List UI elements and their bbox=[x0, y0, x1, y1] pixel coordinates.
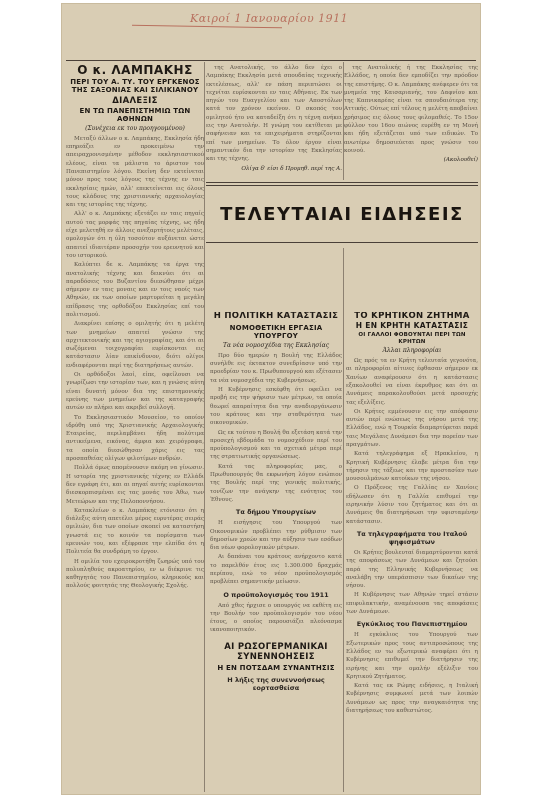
latest-news-banner: ΤΕΛΕΥΤΑΙΑΙ ΕΙΔΗΣΕΙΣ bbox=[220, 204, 464, 225]
paragraph: Η εγκύκλιος του Υπουργού των Εξωτερικών προς τους αντιπροσώπους της Ελλάδος εν τω εξωτερικώ αναφέρει ότι η Κυβέρνησις επιθυμεί την διατήρησιν της ειρήνης και την ομαλήν εξέλιξιν του Κρητικού Ζητήματος. bbox=[346, 632, 478, 680]
paragraph: Η εισήγησις του Υπουργού των Οικονομικών προβλέπει την ρύθμισιν των δημοσίων χρεών και την αύξησιν των εσόδων δια νέων φορολογικών μέτρων. bbox=[210, 520, 342, 552]
article-subnote: (Συνέχεια εκ του προηγουμένου) bbox=[85, 124, 185, 132]
handwritten-date-note: Καιροί 1 Ιανουαρίου 1911 bbox=[190, 12, 349, 25]
article-headline-lecture: ΔΙΑΛΕΞΙΣ bbox=[112, 95, 158, 106]
top-middle-column bbox=[206, 64, 342, 176]
section-rule bbox=[206, 185, 478, 186]
column-text: της Ανατολικής, το άλλο δεν έχει ο Λαμπάκης Εκκλησία μετά σπουδαίας τεχνικής εκτελέσεως, αλλ' εν πάση περιπτώσει οι τεχνίται ευρίσκονται εν ταις Αθήναις. Εκ των πηγών του Ευαγγελίου και των Αποστόλων κατά τον χρόνον εκείνον. Ο σκοπός του ομιλητού ήτο να καταδείξη ότι η τέχνη ανήκει εις την Ανατολήν. Η γνώμη του εκτίθεται με σαφήνειαν και τα επιχειρήματα στηρίζονται επί των μνημείων. Το όλον έργον είναι σημαντικόν δια την ιστορίαν της Εκκλησίας και της τέχνης. bbox=[206, 65, 342, 163]
paragraph: Ως εκ τούτου η Βουλή θα εξετάση κατά την προσεχή εβδομάδα το νομοσχέδιον περί του προϋπολογισμού και τα σχετικά μέτρα περί της στρατιωτικής οργανώσεως. bbox=[210, 429, 342, 461]
paragraph: Από χθες ήρχισε ο υπουργός να εκθέτη εις την Βουλήν τον προϋπολογισμόν του νέου έτους, ο οποίος παρουσιάζει πλεόνασμα ικανοποιητικόν. bbox=[210, 602, 342, 634]
paragraph: Το Εκκλησιαστικόν Μουσείον, το οποίον ιδρύθη υπό της Χριστιανικής Αρχαιολογικής Εταιρείας, περιλαμβάνει ήδη πολύτιμα αντικείμενα, εικόνας, άμφια και χειρόγραφα, τα οποία διεσώθησαν χάρις εις τας προσπαθείας ολίγων φιλοτίμων ανδρών. bbox=[66, 414, 204, 463]
article-headline-line: ΤΗΣ ΣΑΞΟΝΙΑΣ ΚΑΙ ΣΙΛΙΚΙΑΝΟΥ bbox=[71, 85, 199, 94]
article-headline: Η ΠΟΛΙΤΙΚΗ ΚΑΤΑΣΤΑΣΙΣ bbox=[213, 312, 339, 321]
section-subheading: Ο προϋπολογισμός του 1911 bbox=[223, 590, 329, 599]
article-body bbox=[210, 519, 342, 586]
paragraph: Η ομιλία του εχειροκροτήθη ζωηρώς υπό του πολυπληθούς ακροατηρίου, εν ω διέκρινε τις καθηγητάς του Πανεπιστημίου, κληρικούς και πολλούς φοιτητάς της Θεολογικής Σχολής. bbox=[66, 558, 204, 590]
paragraph: Κατακλείων ο κ. Λαμπάκης ετόνισεν ότι η διάλεξις αύτη απετέλει μέρος ευρυτέρας σειράς ομιλιών, δια των οποίων σκοπεί να καταστήση γνωστά εις το κοινόν τα πορίσματα των ερευνών του, και εξέφρασε την ελπίδα ότι η Πολιτεία θα συνδράμη το έργον. bbox=[66, 507, 204, 556]
section-subheading: Τα δήμου Υπουργείων bbox=[235, 508, 317, 517]
article-headline-line: ΠΕΡΙ ΤΟΥ Α. ΤΥ. ΤΟΥ ΕΡΓΚΕΝΟΣ bbox=[70, 77, 200, 86]
paragraph: Αι δαπάναι του κράτους ανήρχοντο κατά το παρελθόν έτος εις 1.300.000 δραχμάς περίπου, ενώ το νέον προϋπολογισμός προβλέπει σημαντικήν μείωσιν. bbox=[210, 554, 342, 586]
paragraph: Κατά τας πληροφορίας μας, ο Πρωθυπουργός θα εκφωνήση λόγον ενώπιον της Βουλής περί της γενικής πολιτικής, τονίζων την ανάγκην της ενότητος του Έθνους. bbox=[210, 463, 342, 503]
newspaper-page bbox=[62, 4, 480, 794]
article-body bbox=[346, 357, 478, 526]
handwritten-underline bbox=[132, 25, 282, 29]
article-subheadline: Η ΕΝ ΠΟΤΣΔΑΜ ΣΥΝΑΝΤΗΣΙΣ bbox=[217, 664, 335, 673]
cretan-question-article bbox=[346, 312, 478, 792]
left-article bbox=[66, 64, 204, 792]
article-body bbox=[346, 631, 478, 715]
article-body bbox=[66, 135, 204, 591]
section-subheading: Εγκύκλιος του Πανεπιστημίου bbox=[356, 620, 468, 629]
paragraph: Μεταξύ άλλων ο κ. Λαμπάκης, Εκκλησία ήδη επηρεάζει εν προκειμένω την απειραχρονισμένην μέθοδον εκκλησιαστικού ελέους, είναι τα μάλιστα το άριστον του Πανεπιστημίου λόγου. Εκείνη δεν εκτείνεται μόνον προς τους λόγους της τέχνης εν ταις εκκλησίαις ημών, αλλ' επεκτείνεται εις όλους τους κλάδους της χριστιανικής αρχαιολογίας και της ιστορίας της τέχνης. bbox=[66, 135, 204, 209]
article-body bbox=[346, 549, 478, 616]
section-subheading: Τα τηλεγραφήματα του Ιταλού ψηφισμάτων bbox=[356, 529, 468, 546]
paragraph: Οι Κρήτες εμμένουσιν εις την απόφασιν αυτών περί ενώσεως της νήσου μετά της Ελλάδος, ενώ η Τουρκία διαμαρτύρεται παρά ταις Μεγάλαις Δυνάμεσι δια την πορείαν των πραγμάτων. bbox=[346, 408, 478, 448]
column-text: της Ανατολικής ή της Εκκλησίας της Ελλάδος, η οποία δεν εμποδίζει την πρόοδον της επιστήμης. Ο κ. Λαμπάκης ανέφερεν ότι τα μνημεία της Καισαριανής, του Δαφνίου και της Καπνικαρέας είναι τα σπουδαιότερα της Αττικής. Ούτως επί τέλους η μελέτη αποβαίνει χρήσιμος εις όλους τους φιλομαθείς. Το 15ον φύλλον του 16ου αιώνος ευρέθη εν τη Μονή και ήδη εξετάζεται υπό των ειδικών. Το ανωτέρω δημοσιεύεται προς γνώσιν του κοινού. bbox=[344, 65, 478, 154]
article-subnote: Άλλαι πληροφορίαι bbox=[382, 347, 442, 355]
article-subheadline: ΟΙ ΓΑΛΛΟΙ ΦΟΒΟΥΝΤΑΙ ΠΕΡΙ ΤΩΝ ΚΡΗΤΩΝ bbox=[358, 332, 466, 345]
article-headline: Ο κ. ΛΑΜΠΑΚΗΣ bbox=[77, 64, 193, 77]
article-headline: ΤΟ ΚΡΗΤΙΚΟΝ ΖΗΤΗΜΑ bbox=[354, 312, 470, 321]
paragraph: Καλύπτει δε κ. Λαμπάκης τα έργα της ανατολικής τέχνης και δεικνύει ότι αι παραδόσεις του Βυζαντίου διεσώθησαν μέχρι σήμερον εν ταις μοναις και εν τοις ναοίς των Αθηνών, εκ των οποίων μαρτυρείται η μεγάλη επίδρασις της ορθοδόξου Εκκλησίας επί του πολιτισμού. bbox=[66, 262, 204, 318]
paragraph: Κατά τας εκ Ρώμης ειδήσεις, η Ιταλική Κυβέρνησις συμφωνεί μετά των λοιπών Δυνάμεων ως προς την αναγκαιότητα της διατηρήσεως του καθεστώτος. bbox=[346, 683, 478, 714]
column-rule bbox=[204, 62, 205, 792]
article-subnote: Τα νέα νομοσχέδια της Εκκλησίας bbox=[222, 341, 330, 349]
paragraph: Οι ορθόδοξοι λαοί, είπε, οφείλουσι να γνωρίζωσι την ιστορίαν των, και η γνώσις αύτη είναι δυνατή μόνον δια της επιστημονικής ερεύνης των μνημείων και της καταγραφής αυτών εν πλήρει και ακριβεί συλλογή. bbox=[66, 372, 204, 412]
paragraph: Αλλ' ο κ. Λαμπάκης εξετάζει εν ταις πηγαίς αυτού τας μορφάς της πηγαίας τέχνης, ως ήδη είχε μελετηθή εν άλλοις ανεξαρτήτοις μελέταις, ομολογών ότι η ύλη τοσούτον αυξάνεται ώστε απαιτεί ιδιαιτέραν προσοχήν του ερευνητού και του ιστορικού. bbox=[66, 211, 204, 259]
article-body bbox=[210, 352, 342, 504]
section-rule bbox=[206, 182, 478, 183]
paragraph: Ο Πρόξενος της Γαλλίας εν Χανίοις εδήλωσεν ότι η Γαλλία επιθυμεί την ειρηνικήν λύσιν του ζητήματος και ότι αι Δυνάμεις θα διατηρήσωσι την υφισταμένην κατάστασιν. bbox=[346, 485, 478, 525]
article-headline: ΑΙ ΡΩΣΟΓΕΡΜΑΝΙΚΑΙ ΣΥΝΕΝΝΟΗΣΕΙΣ bbox=[224, 641, 328, 662]
article-body bbox=[210, 602, 342, 635]
paragraph: Διακρίνει επίσης ο ομιλητής ότι η μελέτη των μνημείων απαιτεί γνώσιν της αρχιτεκτονικής και της αγιογραφίας, και ότι αι σωζόμεναι τοιχογραφίαι ευρίσκονται εις κατάστασιν λίαν επικίνδυνον, διότι ολίγοι ενδιαφέρονται περί της διατηρήσεως αυτών. bbox=[66, 321, 204, 369]
section-subheading: Η λήξις της συνεννοήσεως εορτασθείσα bbox=[227, 676, 325, 693]
section-rule bbox=[206, 242, 478, 243]
column-rule bbox=[343, 248, 344, 792]
paragraph: Ως πρός τα εν Κρήτη τελευταία γεγονότα, αι πληροφορίαι αίτινες έφθασαν σήμερον εκ Χανίων αναφέρουσιν ότι η κατάστασις εξακολουθεί να είναι έκρυθμος και ότι αι Δυνάμεις παρακολουθούσι μετά προσοχής τας εξελίξεις. bbox=[346, 358, 478, 406]
article-headline: Η ΕΝ ΚΡΗΤΗ ΚΑΤΑΣΤΑΣΙΣ bbox=[355, 320, 469, 330]
paragraph: Η Κυβέρνησις των Αθηνών τηρεί στάσιν επιφυλακτικήν, αναμένουσα τας αποφάσεις των Δυνάμεων. bbox=[346, 592, 478, 616]
paragraph: Πολλά όμως απομένουσιν ακόμη να γίνωσιν. Η ιστορία της χριστιανικής τέχνης εν Ελλάδι δεν εγράφη έτι, και αι πηγαί αυτής ευρίσκονται διεσκορπισμέναι εις τας μονάς του Άθω, των Μετεώρων και της Πελοποννήσου. bbox=[66, 465, 204, 505]
political-situation-article bbox=[210, 312, 342, 792]
column-signature: (Ακολουθεί) bbox=[443, 157, 478, 164]
paragraph: Οι Κρήτες βουλευταί διαμαρτύρονται κατά της αποφάσεως των Δυνάμεων και ζητούσι παρά της Ελληνικής Κυβερνήσεως να αναλάβη την υπεράσπισιν των δικαίων της νήσου. bbox=[346, 549, 478, 590]
article-subheadline: ΝΟΜΟΘΕΤΙΚΗ ΕΡΓΑΣΙΑ ΥΠΟΥΡΓΟΥ bbox=[229, 323, 323, 340]
masthead-rule bbox=[66, 60, 476, 61]
top-right-column bbox=[344, 64, 478, 176]
column-signature: Ολίγα δ' είσι δ Προμηθ. περί της Α. bbox=[241, 165, 342, 172]
paragraph: Κατά τηλεγράφημα εξ Ηρακλείου, η Κρητική Κυβέρνησις έλαβε μέτρα δια την τήρησιν της τάξεως και την προστασίαν των μουσουλμάνων κατοίκων της νήσου. bbox=[346, 451, 478, 483]
article-headline-line: ΕΝ ΤΩ ΠΑΝΕΠΙΣΤΗΜΙΩ ΤΩΝ ΑΘΗΝΩΝ bbox=[79, 106, 191, 123]
paragraph: Η Κυβέρνησις εσκέφθη ότι οφείλει να προβή εις την ψήφισιν των μέτρων, τα οποία θεωρεί απαραίτητα δια την αναδιοργάνωσιν του κράτους και την σταθερότητα των οικονομικών. bbox=[210, 387, 342, 427]
paragraph: Προ δύο ημερών η Βουλή της Ελλάδος συνήλθε εις έκτακτον συνεδρίασιν υπό την προεδρίαν του κ. Πρωθυπουργού και εξέτασεν τα νέα νομοσχέδια της Κυβερνήσεως. bbox=[210, 352, 342, 384]
